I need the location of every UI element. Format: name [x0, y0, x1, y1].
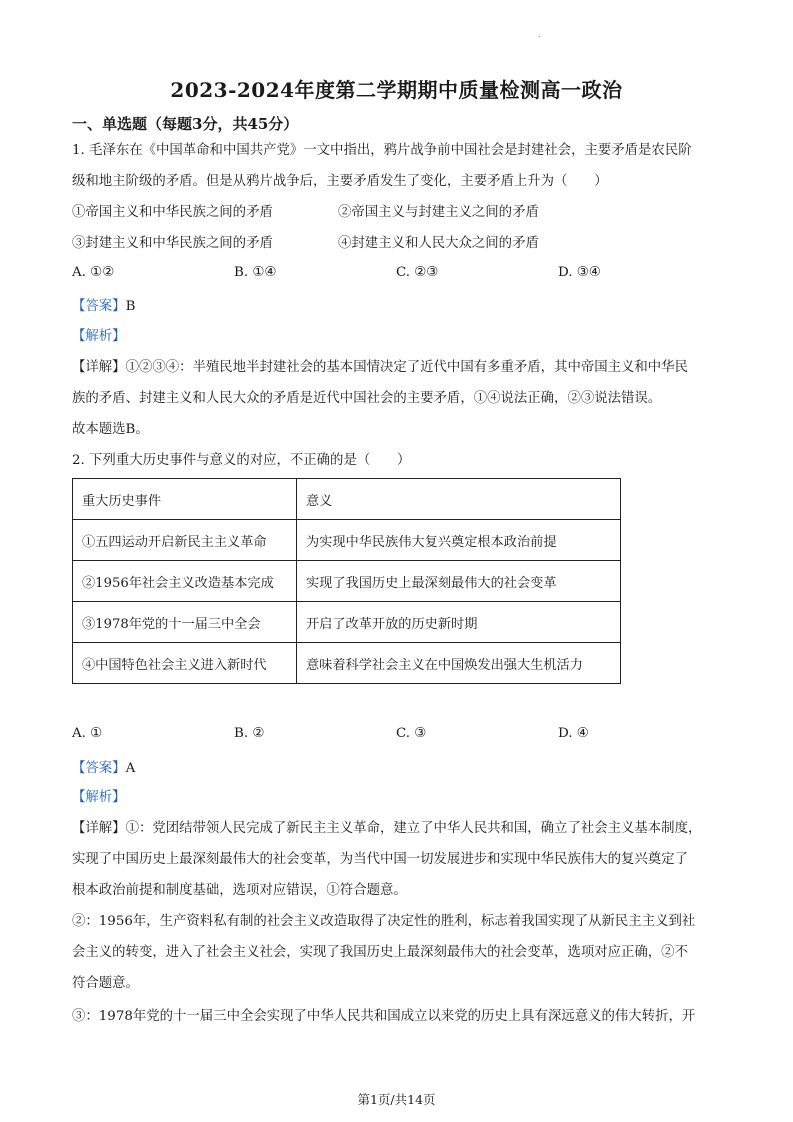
q2-answer	[72, 759, 135, 779]
q1-item-4: ④封建主义和人民大众之间的矛盾	[338, 236, 539, 251]
page-footer: 第1页/共14页	[357, 1092, 436, 1107]
q1-item-3: ③封建主义和中华民族之间的矛盾	[72, 236, 273, 251]
q2-detail-3-line1: ③：1978年党的十一届三中全会实现了中华人民共和国成立以来党的历史上具有深远意义的伟大转折，开	[72, 1009, 696, 1024]
table-row	[73, 643, 621, 684]
q1-option-d: D. ③④	[558, 265, 601, 280]
q1-detail-tag: 【详解】	[72, 360, 126, 375]
page-title: 2023-2024年度第二学期期中质量检测高一政治	[170, 78, 623, 102]
q1-option-c: C. ②③	[396, 265, 439, 280]
q1-conclusion: 故本题选B。	[72, 422, 149, 437]
q2-detail-2-line2: 会主义的转变，进入了社会主义社会，实现了我国历史上最深刻最伟大的社会变革，选项对应正确，②不	[72, 945, 688, 960]
table-cell-meaning: 开启了改革开放的历史新时期	[297, 602, 621, 643]
q1-detail-text: ①②③④：半殖民地半封建社会的基本国情决定了近代中国有多重矛盾，其中帝国主义和中华民	[125, 360, 688, 375]
table-cell-event: ③1978年党的十一届三中全会	[73, 602, 297, 643]
q2-answer-tag: 【答案】	[72, 761, 126, 776]
events-table	[72, 478, 621, 684]
table-header-row	[73, 479, 621, 520]
q2-analysis-tag: 【解析】	[72, 790, 126, 805]
q2-option-a: A. ①	[72, 726, 103, 741]
q2-option-b: B. ②	[234, 726, 265, 741]
header-mark: .	[538, 30, 541, 39]
q1-answer-tag: 【答案】	[72, 299, 126, 314]
q1-detail-line1	[72, 358, 688, 378]
table-row	[73, 561, 621, 602]
q2-detail-2-line3: 符合题意。	[72, 976, 139, 991]
table-cell-event: ④中国特色社会主义进入新时代	[73, 643, 297, 684]
q2-detail-1-line2: 实现了中国历史上最深刻最伟大的社会变革，为当代中国一切发展进步和实现中华民族伟大的复兴奠定了	[72, 852, 688, 867]
q1-option-a: A. ①②	[72, 265, 115, 280]
q1-answer	[72, 297, 135, 317]
q1-analysis-tag: 【解析】	[72, 329, 126, 344]
q2-stem: 2. 下列重大历史事件与意义的对应，不正确的是（ ）	[72, 453, 411, 468]
q2-detail-1-line1	[72, 819, 701, 839]
table-header-event: 重大历史事件	[73, 479, 297, 520]
q1-stem-line2: 级和地主阶级的矛盾。但是从鸦片战争后，主要矛盾发生了变化，主要矛盾上升为（ ）	[72, 174, 608, 189]
table-cell-event: ②1956年社会主义改造基本完成	[73, 561, 297, 602]
q2-detail-1-text: ①：党团结带领人民完成了新民主主义革命，建立了中华人民共和国，确立了社会主义基本制度，	[125, 821, 702, 836]
q2-option-c: C. ③	[396, 726, 427, 741]
section-title: 一、单选题（每题3分，共45分）	[72, 115, 299, 133]
q1-item-2: ②帝国主义与封建主义之间的矛盾	[338, 205, 539, 220]
q2-detail-1-line3: 根本政治前提和制度基础，选项对应错误，①符合题意。	[72, 883, 407, 898]
q1-stem-line1: 1. 毛泽东在《中国革命和中国共产党》一文中指出，鸦片战争前中国社会是封建社会，主要矛盾是农民阶	[72, 143, 692, 158]
table-row	[73, 602, 621, 643]
q2-detail-tag: 【详解】	[72, 821, 126, 836]
q2-detail-2-line1: ②：1956年，生产资料私有制的社会主义改造取得了决定性的胜利，标志着我国实现了从新民主主义到社	[72, 914, 696, 929]
q1-option-b: B. ①④	[234, 265, 277, 280]
q2-option-d: D. ④	[558, 726, 589, 741]
table-header-meaning: 意义	[297, 479, 621, 520]
table-row	[73, 520, 621, 561]
q1-answer-value: B	[125, 299, 136, 314]
table-cell-event: ①五四运动开启新民主主义革命	[73, 520, 297, 561]
q1-item-1: ①帝国主义和中华民族之间的矛盾	[72, 205, 273, 220]
q2-answer-value: A	[125, 761, 136, 776]
table-cell-meaning: 意味着科学社会主义在中国焕发出强大生机活力	[297, 643, 621, 684]
table-cell-meaning: 为实现中华民族伟大复兴奠定根本政治前提	[297, 520, 621, 561]
q1-detail-line2: 族的矛盾、封建主义和人民大众的矛盾是近代中国社会的主要矛盾，①④说法正确，②③说法错误。	[72, 391, 662, 406]
table-cell-meaning: 实现了我国历史上最深刻最伟大的社会变革	[297, 561, 621, 602]
